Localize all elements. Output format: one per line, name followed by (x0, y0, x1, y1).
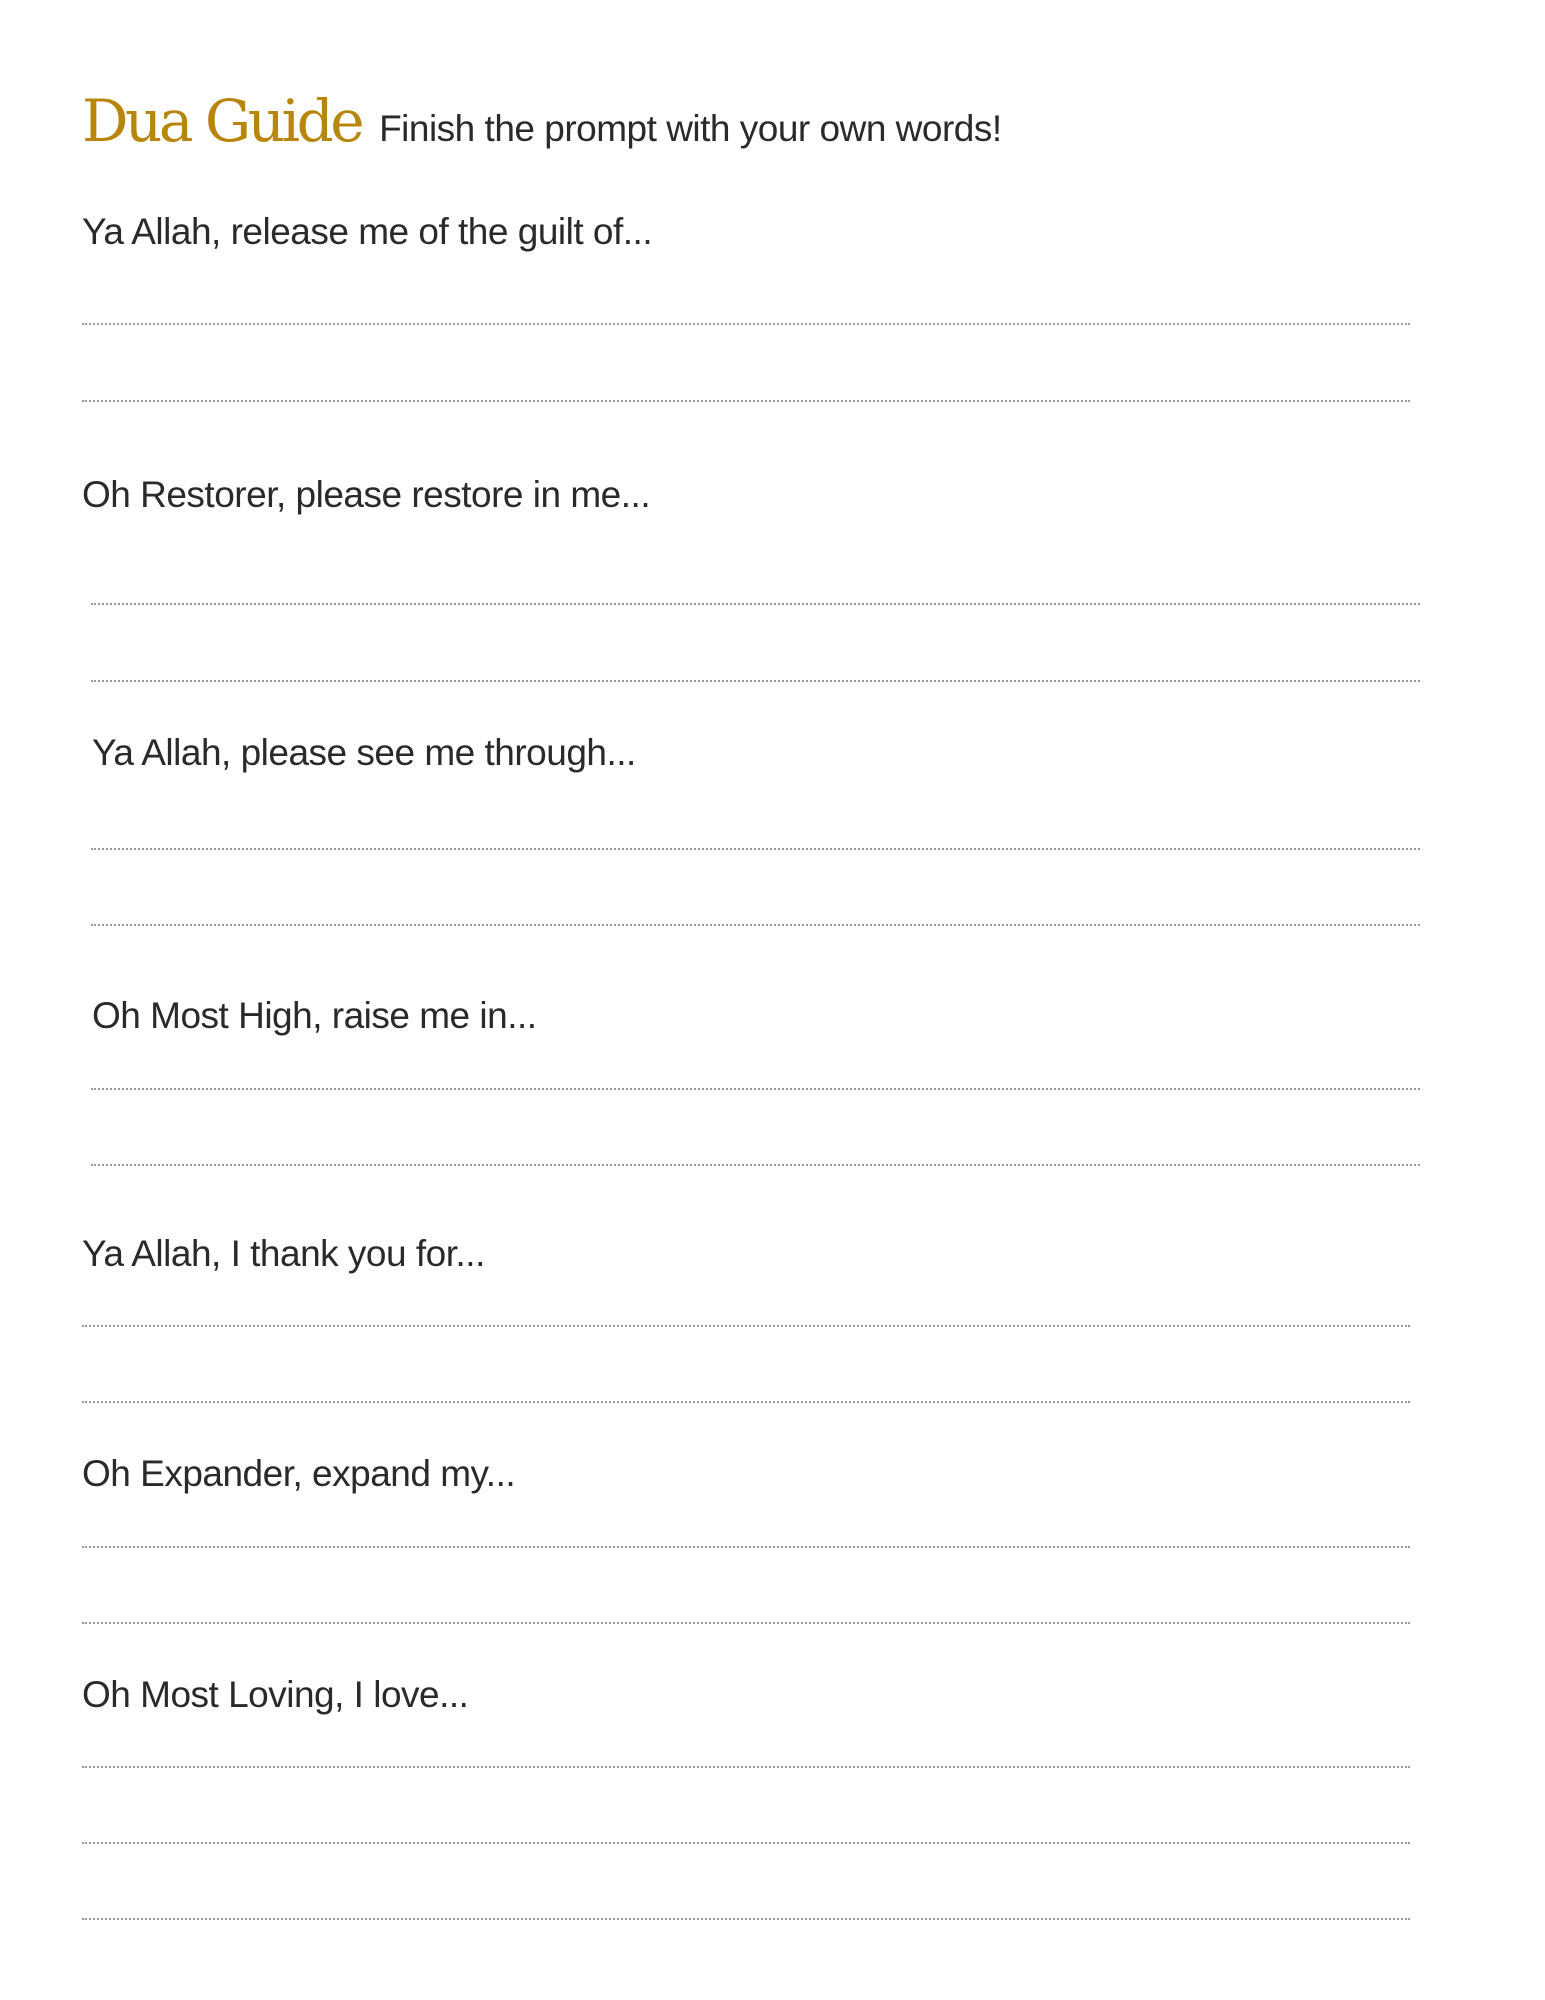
writing-line[interactable] (82, 1325, 1410, 1327)
prompt-7: Oh Most Loving, I love... (82, 1674, 469, 1715)
writing-line[interactable] (82, 1918, 1410, 1920)
writing-line[interactable] (82, 1546, 1410, 1548)
page-subtitle: Finish the prompt with your own words! (379, 108, 1002, 149)
writing-line[interactable] (82, 1766, 1410, 1768)
header (82, 87, 1002, 155)
page-title: Dua Guide (82, 87, 362, 155)
prompt-4: Oh Most High, raise me in... (92, 995, 537, 1036)
writing-line[interactable] (91, 924, 1420, 926)
writing-line[interactable] (91, 603, 1420, 605)
prompt-3: Ya Allah, please see me through... (92, 732, 636, 773)
writing-line[interactable] (82, 323, 1410, 325)
prompt-5: Ya Allah, I thank you for... (82, 1233, 485, 1274)
prompt-2: Oh Restorer, please restore in me... (82, 474, 651, 515)
writing-line[interactable] (82, 1842, 1410, 1844)
writing-line[interactable] (91, 1088, 1420, 1090)
writing-line[interactable] (82, 400, 1410, 402)
writing-line[interactable] (82, 1401, 1410, 1403)
writing-line[interactable] (91, 1164, 1420, 1166)
writing-line[interactable] (82, 1622, 1410, 1624)
writing-line[interactable] (91, 680, 1420, 682)
prompt-1: Ya Allah, release me of the guilt of... (82, 211, 653, 252)
prompt-6: Oh Expander, expand my... (82, 1453, 516, 1494)
writing-line[interactable] (91, 848, 1420, 850)
